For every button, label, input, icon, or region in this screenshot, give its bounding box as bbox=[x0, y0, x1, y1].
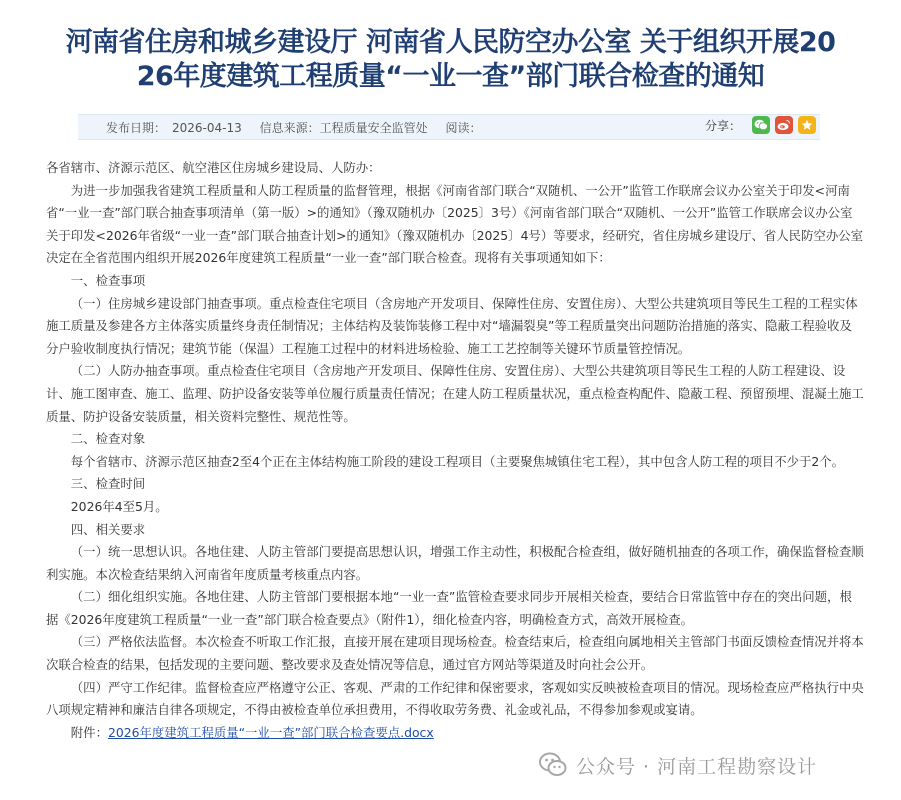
wechat-official-account-icon bbox=[538, 750, 568, 780]
salutation: 各省辖市、济源示范区、航空港区住房城乡建设局、人防办： bbox=[46, 160, 381, 175]
paragraph-2: 每个省辖市、济源示范区抽查2至4个正在主体结构施工阶段的建设工程项目（主要聚焦城镇住宅工程），其中包含人防工程的项目不少于2个。 bbox=[70, 453, 845, 469]
watermark-text: 公众号 · 河南工程勘察设计 bbox=[576, 755, 818, 778]
share-group bbox=[705, 116, 816, 134]
paragraph-4-1: （一）统一思想认识。各地住建、人防主管部门要提高思想认识，增强工作主动性，积极配合检查组，做好随机抽查的各项工作，确保监督检查顺利实施。本次检查结果纳入河南省年度质量考核重点内容。 bbox=[46, 544, 864, 582]
weibo-share-button[interactable] bbox=[775, 116, 793, 134]
article-body bbox=[46, 157, 864, 744]
share-label: 分享： bbox=[704, 118, 741, 133]
reads-label: 阅读： bbox=[445, 121, 482, 135]
star-icon bbox=[801, 119, 813, 131]
paragraph-4-2: （二）细化组织实施。各地住建、人防主管部门要根据本地“一业一查”监管检查要求同步开展相关检查，要结合日常监管中存在的突出问题，根据《2026年度建筑工程质量“一业一查”部门联合检查要点》（附件1），细化检查内容，明确检查方式，高效开展检查。 bbox=[46, 589, 852, 627]
wechat-icon bbox=[754, 119, 768, 131]
favorite-share-button[interactable] bbox=[798, 116, 816, 134]
meta-bar bbox=[78, 114, 820, 140]
source-label: 信息来源： bbox=[259, 121, 320, 135]
source: 工程质量安全监管处 bbox=[319, 121, 428, 135]
publish-date-label: 发布日期： bbox=[106, 121, 167, 135]
section-heading-2: 二、检查对象 bbox=[70, 431, 146, 447]
watermark bbox=[538, 750, 817, 780]
wechat-share-button[interactable] bbox=[752, 116, 770, 134]
publish-date: 2026-04-13 bbox=[172, 121, 242, 135]
attachment-label: 附件： bbox=[70, 724, 108, 740]
paragraph-4-3: （三）严格依法监督。本次检查不听取工作汇报，直接开展在建项目现场检查。检查结束后，检查组向属地相关主管部门书面反馈检查情况并将本次联合检查的结果，包括发现的主要问题、整改要求及查处情况等信息，通过官方网站等渠道及时向社会公开。 bbox=[46, 634, 864, 673]
title-line-1: 河南省住房和城乡建设厅 河南省人民防空办公室 关于组织开展20 bbox=[65, 27, 836, 58]
paragraph-1-1: （一）住房城乡建设部门抽查事项。重点检查住宅项目（含房地产开发项目、保障性住房、安置住房）、大型公共建筑项目等民生工程的工程实体施工质量及参建各方主体落实质量终身责任制情况；主体结构及装饰装修工程中对“墙漏裂臭”等工程质量突出问题防治措施的落实、隐蔽工程验收及分户验收制度执行情况；建筑节能（保温）工程施工过程中的材料进场检验、施工工艺控制等关键环节质量管控情况。 bbox=[46, 295, 858, 356]
paragraph-3: 2026年4至5月。 bbox=[70, 498, 168, 514]
paragraph-1-2: （二）人防办抽查事项。重点检查住宅项目（含房地产开发项目、保障性住房、安置住房）、大型公共建筑项目等民生工程的人防工程建设、设计、施工图审查、施工、监理、防护设备安装等单位履行质量责任情况；在建人防工程质量状况，重点检查构配件、隐蔽工程、预留预埋、混凝土施工质量、防护设备安装质量，相关资料完整性、规范性等。 bbox=[46, 363, 864, 424]
meta-info bbox=[106, 119, 487, 136]
section-heading-4: 四、相关要求 bbox=[70, 521, 146, 537]
section-heading-1: 一、检查事项 bbox=[70, 272, 146, 288]
page-title bbox=[40, 26, 861, 94]
paragraph-4-4: （四）严守工作纪律。监督检查应严格遵守公正、客观、严肃的工作纪律和保密要求，客观如实反映被检查项目的情况。现场检查应严格执行中央八项规定精神和廉洁自律各项规定，不得由被检查单位承担费用，不得收取劳务费、礼金或礼品，不得参加参观或宴请。 bbox=[46, 679, 864, 718]
attachment-link[interactable]: 2026年度建筑工程质量“一业一查”部门联合检查要点.docx bbox=[107, 724, 434, 740]
title-line-2: 26年度建筑工程质量“一业一查”部门联合检查的通知 bbox=[136, 61, 765, 92]
section-heading-3: 三、检查时间 bbox=[70, 476, 146, 492]
attachment-line bbox=[46, 722, 864, 745]
intro-paragraph: 为进一步加强我省建筑工程质量和人防工程质量的监督管理，根据《河南省部门联合“双随机、一公开”监管工作联席会议办公室关于印发<河南省“一业一查”部门联合抽查事项清单（第一版）>的通知》（豫双随机办〔2025〕3号）《河南省部门联合“双随机、一公开”监管工作联席会议办公室关于印发<2026年省级“一业一查”部门联合抽查计划>的通知》（豫双随机办〔2025〕4号）等要求，经研究，省住房城乡建设厅、省人民防空办公室决定在全省范围内组织开展2026年度建筑工程质量“一业一查”部门联合检查。现将有关事项通知如下： bbox=[46, 182, 864, 266]
weibo-icon bbox=[777, 119, 791, 131]
